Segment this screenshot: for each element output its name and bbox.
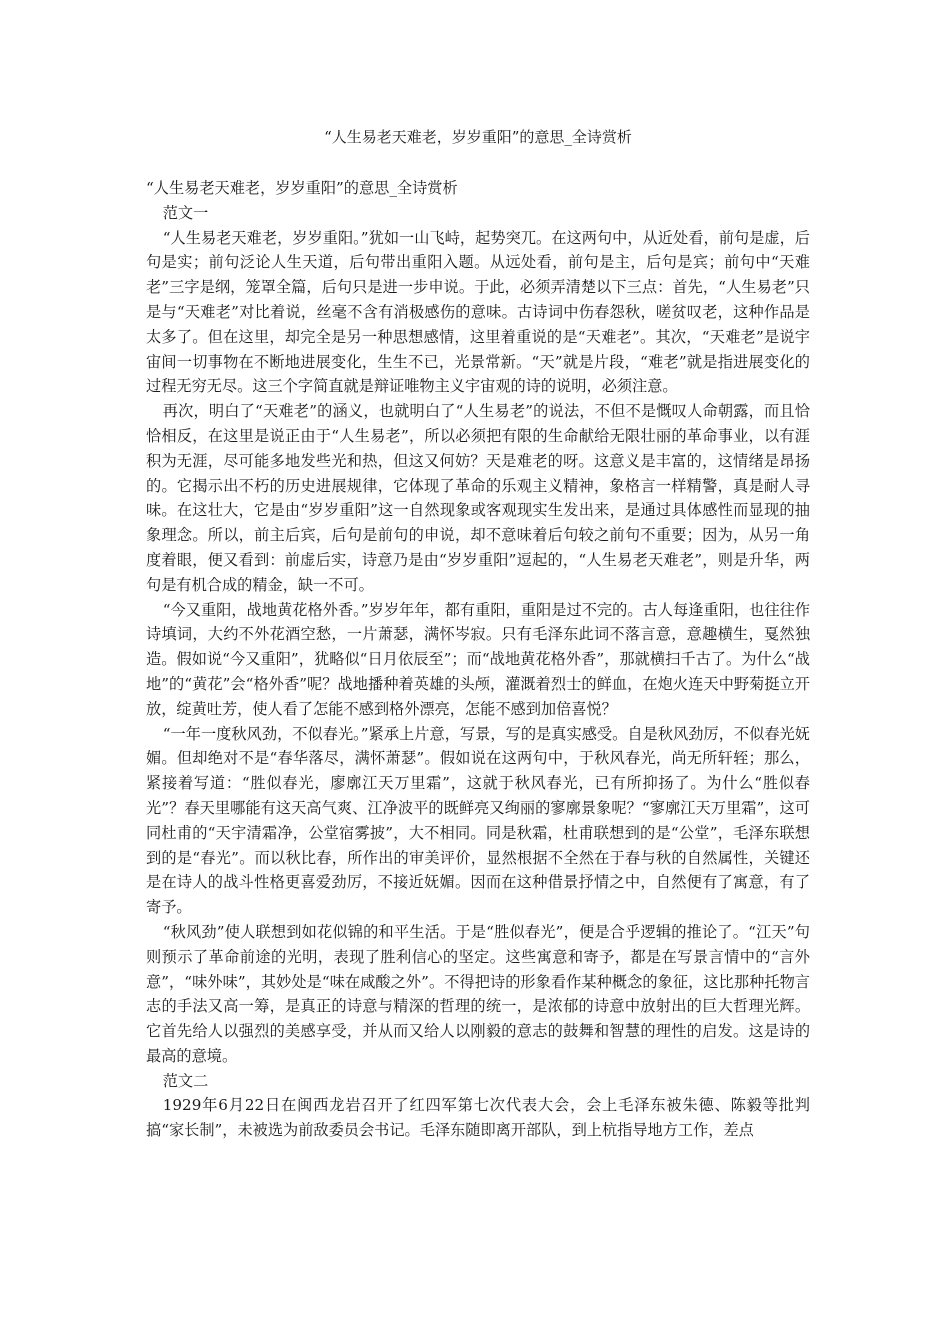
section1-paragraph-5: “秋风劲”使人联想到如花似锦的和平生活。于是“胜似春光”，便是合乎逻辑的推论了。“江天”句则预示了革命前途的光明，表现了胜利信心的坚定。这些寓意和寄予，都是在写景言情中的“言外意”，“味外味”，其妙处是“味在咸酸之外”。不得把诗的形象看作某种概念的象征，这比那种托物言志的手法又高一筹，是真正的诗意与精深的哲理的统一，是浓郁的诗意中放射出的巨大哲理光辉。它首先给人以强烈的美感享受，并从而又给人以刚毅的意志的鼓舞和智慧的理性的启发。这是诗的最高的意境。 bbox=[146, 922, 810, 1065]
document-page bbox=[146, 0, 810, 1344]
document-title: “人生易老天难老，岁岁重阳”的意思_全诗赏析 bbox=[324, 128, 632, 146]
section1-paragraph-4: “一年一度秋风劲，不似春光。”紧承上片意，写景，写的是真实感受。自是秋风劲厉，不似春光妩媚。但却绝对不是“春华落尽，满怀萧瑟”。假如说在这两句中，于秋风春光，尚无所轩轾；那么，紧接着写道：“胜似春光，廖廓江天万里霜”，这就于秋风春光，已有所抑扬了。为什么“胜似春光”？春天里哪能有这天高气爽、江净波平的既鲜亮又绚丽的寥廓景象呢？“寥廓江天万里霜”，这可同杜甫的“天宇清霜净，公堂宿雾披”，大不相同。同是秋霜，杜甫联想到的是“公堂”，毛泽东联想到的是“春光”。而以秋比春，所作出的审美评价，显然根据不全然在于春与秋的自然属性，关键还是在诗人的战斗性格更喜爱劲厉，不接近妩媚。因而在这种借景抒情之中，自然便有了寓意，有了寄予。 bbox=[146, 724, 810, 917]
document-subtitle: “人生易老天难老，岁岁重阳”的意思_全诗赏析 bbox=[146, 179, 458, 197]
section1-paragraph-1: “人生易老天难老，岁岁重阳。”犹如一山飞峙，起势突兀。在这两句中，从近处看，前句是虚，后句是实；前句泛论人生天道，后句带出重阳入题。从远处看，前句是主，后句是宾；前句中“天难老”三字是纲，笼罩全篇，后句只是进一步申说。于此，必须弄清楚以下三点：首先，“人生易老”只是与“天难老”对比着说，丝毫不含有消极感伤的意味。古诗词中伤春怨秋，嗟贫叹老，这种作品是太多了。但在这里，却完全是另一种思想感情，这里着重说的是“天难老”。其次，“天难老”是说宇宙间一切事物在不断地进展变化，生生不已，光景常新。“天”就是片段，“难老”就是指进展变化的过程无穷无尽。这三个字简直就是辩证唯物主义宇宙观的诗的说明，必须注意。 bbox=[146, 228, 810, 396]
section1-paragraph-2: 再次，明白了“天难老”的涵义，也就明白了“人生易老”的说法，不但不是慨叹人命朝露，而且恰恰相反，在这里是说正由于“人生易老”，所以必须把有限的生命献给无限壮丽的革命事业，以有涯积为无涯，尽可能多地发些光和热，但这又何妨？天是难老的呀。这意义是丰富的，这情绪是昂扬的。它揭示出不朽的历史进展规律，它体现了革命的乐观主义精神，象格言一样精警，真是耐人寻味。在这壮大，它是由“岁岁重阳”这一自然现象或客观现实生发出来，是通过具体感性而显现的抽象理念。所以，前主后宾，后句是前句的申说，却不意味着后句较之前句不重要；因为，从另一角度着眼，便又看到：前虚后实，诗意乃是由“岁岁重阳”逗起的，“人生易老天难老”，则是升华，两句是有机合成的精金，缺一不可。 bbox=[146, 402, 810, 594]
section-label-fanwen-1: 范文一 bbox=[162, 203, 209, 222]
section1-paragraph-3: “今又重阳，战地黄花格外香。”岁岁年年，都有重阳，重阳是过不完的。古人每逢重阳，也往往作诗填词，大约不外花酒空愁，一片萧瑟，满怀岑寂。只有毛泽东此词不落言意，意趣横生，戛然独造。假如说“今又重阳”，犹略似“日月依辰至”；而“战地黄花格外香”，那就横扫千古了。为什么“战地”的“黄花”会“格外香”呢？战地播种着英雄的头颅，灌溉着烈士的鲜血，在炮火连天中野菊挺立开放，绽黄吐芳，使人看了怎能不感到格外漂亮，怎能不感到加倍喜悦？ bbox=[146, 600, 810, 718]
document-body bbox=[146, 176, 810, 1143]
section-label-fanwen-2: 范文二 bbox=[162, 1071, 209, 1090]
section2-paragraph-1: 1929年6月22日在闽西龙岩召开了红四军第七次代表大会，会上毛泽东被朱德、陈毅等批判搞“家长制”，未被选为前敌委员会书记。毛泽东随即离开部队，到上杭指导地方工作，差点 bbox=[146, 1096, 810, 1140]
